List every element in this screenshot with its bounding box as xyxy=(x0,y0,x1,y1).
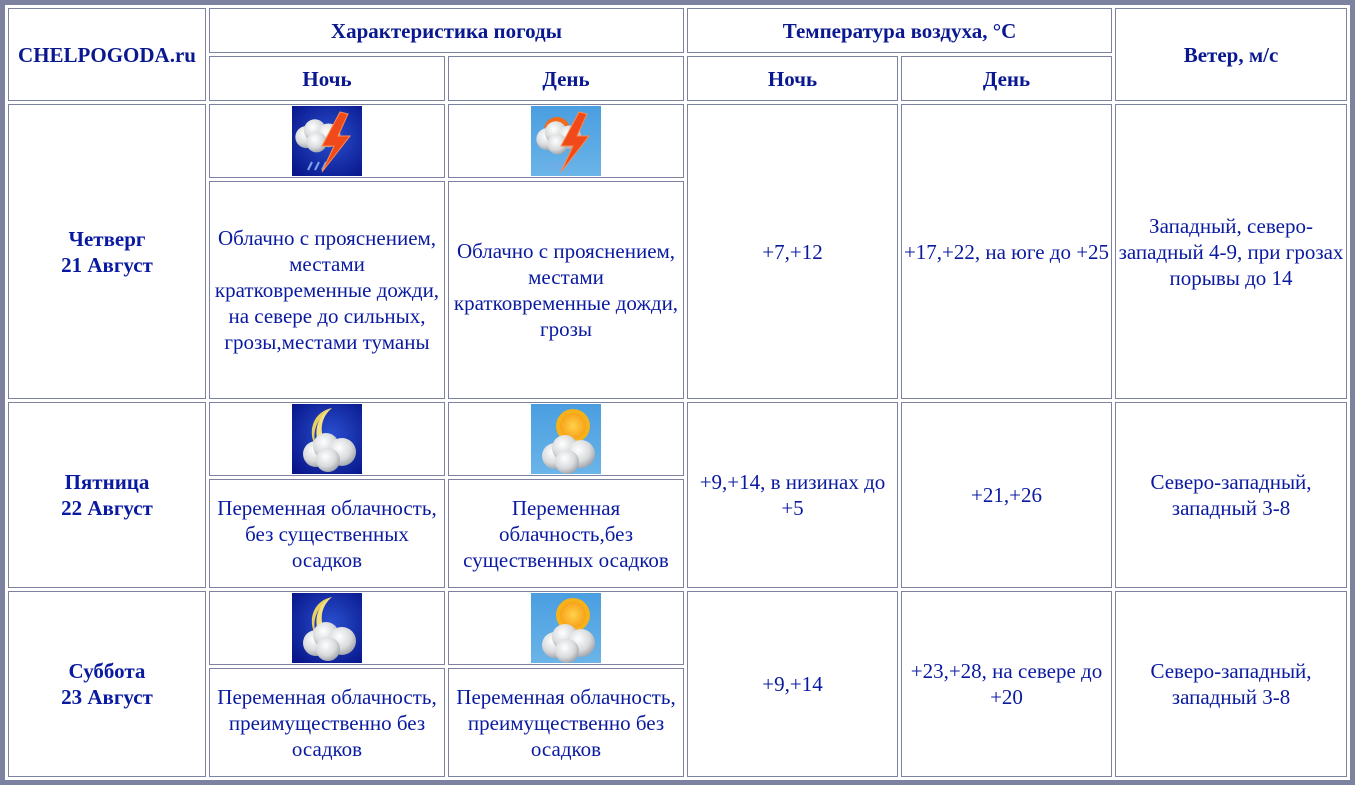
day-desc: Облачно с прояснением, местами кратковременные дожди, грозы xyxy=(448,181,684,399)
weekday: Суббота xyxy=(68,659,146,684)
temp-day: +17,+22, на юге до +25 xyxy=(901,104,1112,399)
wind: Западный, северо-западный 4-9, при грозах порывы до 14 xyxy=(1115,104,1347,399)
weekday: Пятница xyxy=(64,470,150,495)
day-label xyxy=(8,591,206,777)
thunderstorm-rain-sun-icon xyxy=(531,106,601,176)
wind: Северо-западный, западный 3-8 xyxy=(1115,402,1347,588)
temp-day: +21,+26 xyxy=(901,402,1112,588)
day-desc: Переменная облачность, преимущественно без осадков xyxy=(448,668,684,777)
weather-group-header: Характеристика погоды xyxy=(209,8,684,53)
header-row-1 xyxy=(8,8,1347,53)
night-icon-cell xyxy=(209,402,445,476)
weather-day-header: День xyxy=(448,56,684,101)
temp-group-header: Температура воздуха, °C xyxy=(687,8,1112,53)
thunderstorm-rain-night-icon xyxy=(292,106,362,176)
weekday: Четверг xyxy=(68,226,146,251)
day-icon-cell xyxy=(448,402,684,476)
partly-cloudy-day-icon xyxy=(531,404,601,474)
wind-header: Ветер, м/с xyxy=(1115,8,1347,101)
night-desc: Переменная облачность, без существенных осадков xyxy=(209,479,445,588)
forecast-row-icons xyxy=(8,402,1347,476)
day-label xyxy=(8,402,206,588)
temp-night-header: Ночь xyxy=(687,56,898,101)
forecast-row-icons xyxy=(8,104,1347,178)
site-name: CHELPOGODA.ru xyxy=(8,8,206,101)
day-desc: Переменная облачность,без существенных осадков xyxy=(448,479,684,588)
wind: Северо-западный, западный 3-8 xyxy=(1115,591,1347,777)
temp-night: +9,+14, в низинах до +5 xyxy=(687,402,898,588)
temp-night: +9,+14 xyxy=(687,591,898,777)
night-icon-cell xyxy=(209,104,445,178)
temp-day-header: День xyxy=(901,56,1112,101)
partly-cloudy-day-icon xyxy=(531,593,601,663)
day-label xyxy=(8,104,206,399)
date: 21 Август xyxy=(61,252,153,277)
weather-night-header: Ночь xyxy=(209,56,445,101)
night-icon-cell xyxy=(209,591,445,665)
forecast-row-icons xyxy=(8,591,1347,665)
day-icon-cell xyxy=(448,591,684,665)
temp-night: +7,+12 xyxy=(687,104,898,399)
date: 23 Август xyxy=(61,685,153,710)
night-desc: Облачно с прояснением, местами кратковременные дожди, на севере до сильных, грозы,местами туманы xyxy=(209,181,445,399)
date: 22 Август xyxy=(61,496,153,521)
partly-cloudy-night-icon xyxy=(292,593,362,663)
night-desc: Переменная облачность, преимущественно без осадков xyxy=(209,668,445,777)
day-icon-cell xyxy=(448,104,684,178)
partly-cloudy-night-icon xyxy=(292,404,362,474)
temp-day: +23,+28, на севере до +20 xyxy=(901,591,1112,777)
